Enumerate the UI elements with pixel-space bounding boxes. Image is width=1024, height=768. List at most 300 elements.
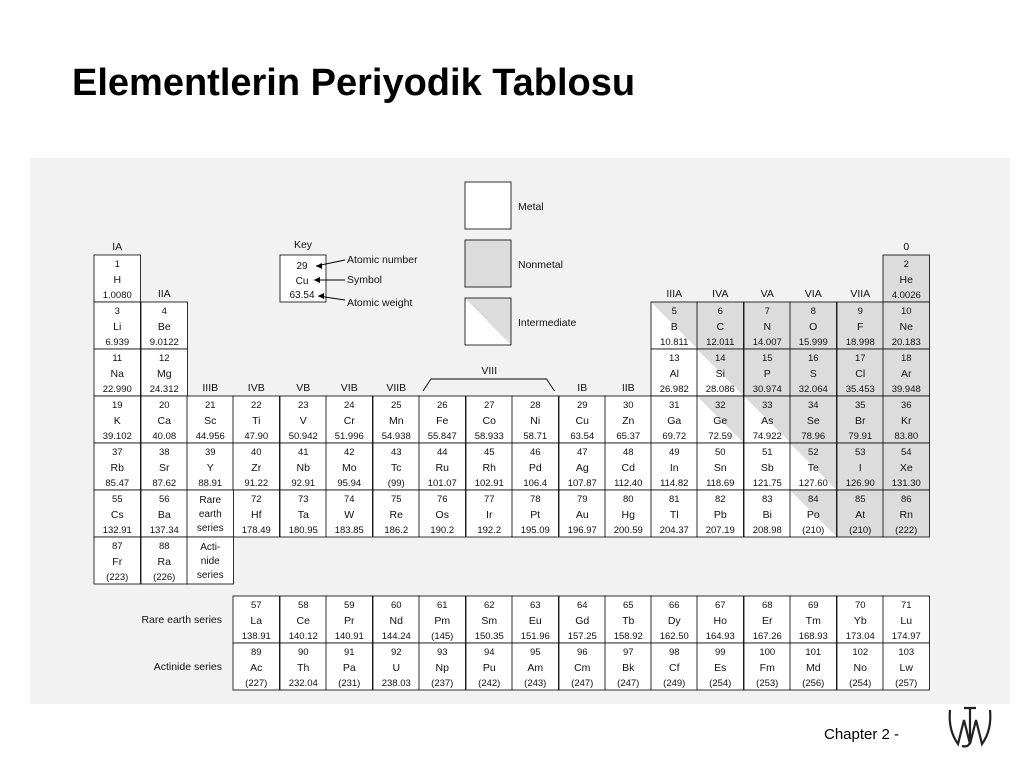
atomic-number: 85	[854, 494, 866, 505]
atomic-weight: 10.811	[660, 337, 689, 348]
element-symbol: Br	[855, 415, 866, 427]
chapter-footer: Chapter 2 -	[824, 726, 900, 743]
atomic-weight: 95.94	[337, 478, 362, 489]
atomic-number: 87	[111, 541, 123, 552]
element-symbol: Cd	[621, 462, 635, 474]
element-symbol: Ca	[157, 415, 171, 427]
legend-swatch	[465, 240, 511, 287]
series-cell-md	[790, 643, 837, 690]
element-symbol: Zn	[622, 415, 635, 427]
element-cell-ti	[233, 396, 280, 443]
rare-earth-placeholder	[187, 490, 234, 537]
element-symbol: Es	[714, 662, 727, 674]
atomic-weight: 157.25	[567, 631, 597, 642]
element-symbol: Dy	[667, 615, 681, 627]
atomic-weight: 87.62	[152, 478, 177, 489]
atomic-number: 57	[250, 600, 262, 611]
element-symbol: At	[855, 509, 866, 521]
series-cell-am	[512, 643, 559, 690]
group-label: 0	[903, 241, 910, 253]
legend-swatch	[465, 298, 511, 345]
element-symbol: Ga	[667, 415, 682, 427]
atomic-weight: 164.93	[705, 631, 735, 642]
series-caption: nide	[200, 556, 220, 567]
element-cell-pb	[697, 490, 744, 537]
element-cell-s	[790, 349, 837, 396]
element-cell-si	[697, 349, 744, 396]
atomic-number: 62	[483, 600, 495, 611]
atomic-weight: 150.35	[474, 631, 504, 642]
element-symbol: Fm	[759, 662, 775, 674]
series-cell-es	[697, 643, 744, 690]
atomic-weight: 121.75	[752, 478, 782, 489]
atomic-weight: 54.938	[381, 431, 411, 442]
series-cell-bk	[605, 643, 652, 690]
element-cell-tl	[651, 490, 698, 537]
atomic-weight: 4.0026	[891, 290, 921, 301]
atomic-number: 79	[576, 494, 588, 505]
atomic-weight: 88.91	[198, 478, 223, 489]
atomic-weight: 196.97	[567, 525, 597, 536]
atomic-number: 90	[297, 647, 309, 658]
element-cell-be	[141, 302, 188, 349]
atomic-weight: 192.2	[477, 525, 502, 536]
element-symbol: Am	[527, 662, 544, 674]
atomic-weight: 55.847	[427, 431, 457, 442]
element-cell-w	[326, 490, 373, 537]
element-symbol: Pt	[530, 509, 541, 521]
element-symbol: Tl	[669, 509, 679, 521]
atomic-weight: 106.4	[523, 478, 548, 489]
atomic-number: 71	[900, 600, 912, 611]
key-symbol-label: Symbol	[347, 274, 383, 286]
element-symbol: Lw	[899, 662, 913, 674]
atomic-number: 73	[297, 494, 309, 505]
element-cell-v	[280, 396, 327, 443]
atomic-weight: 158.92	[613, 631, 643, 642]
element-cell-ir	[466, 490, 513, 537]
atomic-number: 11	[112, 353, 123, 364]
element-cell-ta	[280, 490, 327, 537]
atomic-weight: 232.04	[288, 678, 318, 689]
element-symbol: Eu	[528, 615, 542, 627]
atomic-weight: 9.0122	[149, 337, 179, 348]
element-symbol: S	[809, 368, 817, 380]
element-symbol: Si	[715, 368, 725, 380]
element-cell-fe	[419, 396, 466, 443]
element-symbol: Kr	[901, 415, 912, 427]
element-symbol: Th	[297, 662, 310, 674]
element-cell-co	[466, 396, 513, 443]
element-symbol: Hf	[251, 509, 262, 521]
atomic-weight: 114.82	[660, 478, 689, 489]
element-symbol: Na	[110, 368, 124, 380]
atomic-number: 98	[668, 647, 680, 658]
atomic-weight: (210)	[849, 525, 872, 536]
element-symbol: Ti	[252, 415, 261, 427]
element-symbol: Cl	[855, 368, 866, 380]
atomic-number: 1	[114, 259, 120, 270]
atomic-weight: 151.96	[520, 631, 550, 642]
group-label: VB	[296, 382, 311, 394]
atomic-number: 13	[668, 353, 680, 364]
element-cell-cd	[605, 443, 652, 490]
atomic-weight: 162.50	[659, 631, 689, 642]
atomic-weight: 168.93	[798, 631, 828, 642]
element-symbol: Re	[389, 509, 403, 521]
atomic-weight: 22.990	[102, 384, 132, 395]
atomic-number: 94	[483, 647, 495, 658]
element-symbol: Sm	[481, 615, 498, 627]
atomic-number: 39	[204, 447, 216, 458]
atomic-number: 76	[436, 494, 448, 505]
legend-nonmetal	[465, 240, 563, 287]
atomic-weight: (254)	[709, 678, 732, 689]
atomic-number: 52	[807, 447, 819, 458]
legend-metal	[465, 182, 544, 229]
element-cell-hg	[605, 490, 652, 537]
element-symbol: I	[858, 462, 862, 474]
atomic-weight: 51.996	[334, 431, 364, 442]
atomic-weight: 24.312	[149, 384, 179, 395]
atomic-weight: (210)	[802, 525, 825, 536]
element-symbol: Er	[762, 615, 773, 627]
atomic-number: 50	[714, 447, 726, 458]
key-symbol: Cu	[295, 276, 309, 287]
atomic-weight: (249)	[663, 678, 686, 689]
atomic-number: 24	[343, 400, 355, 411]
atomic-number: 99	[714, 647, 726, 658]
atomic-weight: 39.948	[891, 384, 921, 395]
element-symbol: Po	[806, 509, 820, 521]
element-symbol: O	[809, 321, 818, 333]
atomic-number: 58	[297, 600, 309, 611]
element-cell-na	[94, 349, 141, 396]
atomic-number: 42	[343, 447, 355, 458]
atomic-number: 15	[761, 353, 773, 364]
element-symbol: Co	[482, 415, 496, 427]
element-cell-te	[790, 443, 837, 490]
atomic-number: 5	[671, 306, 677, 317]
atomic-weight: 35.453	[845, 384, 875, 395]
atomic-weight: (231)	[338, 678, 361, 689]
atomic-number: 9	[857, 306, 863, 317]
element-symbol: Ru	[435, 462, 449, 474]
element-symbol: Li	[113, 321, 122, 333]
series-cell-eu	[512, 596, 559, 643]
series-cell-pa	[326, 643, 373, 690]
element-symbol: Mg	[156, 368, 172, 380]
element-symbol: Pm	[434, 615, 451, 627]
atomic-number: 16	[807, 353, 819, 364]
atomic-weight: 131.30	[891, 478, 921, 489]
element-symbol: N	[763, 321, 772, 333]
atomic-weight: (254)	[849, 678, 872, 689]
atomic-number: 74	[343, 494, 355, 505]
atomic-weight: (247)	[617, 678, 640, 689]
atomic-weight: 58.933	[474, 431, 504, 442]
atomic-weight: 132.91	[102, 525, 132, 536]
atomic-number: 2	[903, 259, 909, 270]
series-cell-lw	[883, 643, 930, 690]
atomic-weight: 144.24	[381, 631, 411, 642]
element-cell-rn	[883, 490, 930, 537]
element-symbol: Nb	[296, 462, 310, 474]
element-symbol: As	[761, 415, 774, 427]
series-cell-th	[280, 643, 327, 690]
element-cell-al	[651, 349, 698, 396]
atomic-weight: 118.69	[706, 478, 735, 489]
element-symbol: Bk	[622, 662, 635, 674]
atomic-number: 80	[622, 494, 634, 505]
element-symbol: Ir	[486, 509, 493, 521]
element-symbol: Cm	[574, 662, 591, 674]
atomic-weight: 112.40	[614, 478, 643, 489]
periodic-table-figure	[30, 158, 1010, 704]
atomic-weight: 101.07	[427, 478, 457, 489]
atomic-number: 3	[114, 306, 120, 317]
element-symbol: Cs	[110, 509, 124, 521]
group-label: IIIB	[202, 382, 219, 394]
atomic-number: 103	[898, 647, 915, 658]
atomic-number: 30	[622, 400, 634, 411]
atomic-number: 102	[852, 647, 869, 658]
atomic-weight: 30.974	[752, 384, 782, 395]
atomic-weight: 74.922	[752, 431, 782, 442]
element-symbol: Sn	[713, 462, 727, 474]
element-symbol: Pa	[342, 662, 356, 674]
element-symbol: No	[853, 662, 867, 674]
element-symbol: Be	[157, 321, 171, 333]
element-symbol: Sr	[159, 462, 170, 474]
atomic-number: 27	[483, 400, 495, 411]
element-cell-at	[837, 490, 884, 537]
element-symbol: Ac	[250, 662, 263, 674]
element-symbol: Lu	[900, 615, 913, 627]
series-cell-ac	[233, 643, 280, 690]
legend-intermediate	[465, 298, 577, 345]
atomic-weight: 40.08	[152, 431, 177, 442]
element-symbol: Yb	[853, 615, 867, 627]
atomic-weight: 137.34	[149, 525, 179, 536]
atomic-number: 32	[714, 400, 726, 411]
atomic-number: 7	[764, 306, 770, 317]
element-symbol: Tm	[805, 615, 821, 627]
element-cell-ne	[883, 302, 930, 349]
atomic-number: 65	[622, 600, 634, 611]
atomic-weight: 204.37	[659, 525, 689, 536]
key-box	[280, 239, 418, 309]
element-symbol: K	[113, 415, 121, 427]
atomic-number: 83	[761, 494, 773, 505]
series-cell-sm	[466, 596, 513, 643]
atomic-number: 40	[250, 447, 262, 458]
key-weight: 63.54	[289, 290, 315, 301]
actinide-placeholder	[187, 537, 234, 584]
atomic-weight: 102.91	[474, 478, 504, 489]
atomic-number: 77	[483, 494, 495, 505]
atomic-weight: 18.998	[845, 337, 875, 348]
element-cell-b	[651, 302, 698, 349]
atomic-number: 66	[668, 600, 680, 611]
element-symbol: Md	[805, 662, 821, 674]
series-cell-ce	[280, 596, 327, 643]
atomic-number: 55	[111, 494, 123, 505]
element-cell-zn	[605, 396, 652, 443]
series-cell-yb	[837, 596, 884, 643]
series-label: Rare earth series	[141, 614, 222, 626]
atomic-weight: 195.09	[520, 525, 550, 536]
series-cell-fm	[744, 643, 791, 690]
atomic-number: 60	[390, 600, 402, 611]
atomic-number: 28	[529, 400, 541, 411]
atomic-weight: 14.007	[752, 337, 782, 348]
element-symbol: Y	[206, 462, 214, 474]
series-caption: series	[196, 523, 224, 534]
element-symbol: Bi	[762, 509, 772, 521]
series-cell-lu	[883, 596, 930, 643]
series-cell-tm	[790, 596, 837, 643]
group-label: VIB	[340, 382, 358, 394]
element-symbol: Ta	[297, 509, 309, 521]
element-cell-in	[651, 443, 698, 490]
atomic-number: 78	[529, 494, 541, 505]
element-symbol: Ba	[157, 509, 171, 521]
element-symbol: Ho	[713, 615, 727, 627]
atomic-weight: 91.22	[244, 478, 269, 489]
atomic-weight: 50.942	[288, 431, 318, 442]
series-cell-pm	[419, 596, 466, 643]
element-cell-n	[744, 302, 791, 349]
atomic-weight: 238.03	[381, 678, 411, 689]
atomic-weight: 6.939	[105, 337, 130, 348]
atomic-number: 46	[529, 447, 541, 458]
element-cell-ag	[559, 443, 606, 490]
element-symbol: Nd	[389, 615, 403, 627]
element-cell-mg	[141, 349, 188, 396]
atomic-weight: 140.91	[334, 631, 364, 642]
atomic-number: 41	[297, 447, 309, 458]
element-cell-ar	[883, 349, 930, 396]
element-symbol: Ra	[157, 556, 171, 568]
atomic-weight: 28.086	[705, 384, 735, 395]
group-label: VIA	[804, 288, 822, 300]
atomic-number: 64	[576, 600, 588, 611]
element-symbol: La	[250, 615, 263, 627]
element-symbol: Ne	[899, 321, 913, 333]
element-symbol: P	[763, 368, 771, 380]
atomic-number: 44	[436, 447, 448, 458]
atomic-number: 72	[250, 494, 262, 505]
atomic-number: 61	[436, 600, 448, 611]
series-caption: Rare	[199, 495, 222, 506]
atomic-weight: 69.72	[662, 431, 687, 442]
atomic-weight: 58.71	[523, 431, 548, 442]
atomic-weight: 183.85	[334, 525, 364, 536]
atomic-number: 81	[668, 494, 680, 505]
atomic-number: 17	[854, 353, 866, 364]
element-symbol: Cr	[343, 415, 355, 427]
element-cell-pd	[512, 443, 559, 490]
element-symbol: Se	[806, 415, 820, 427]
element-cell-ga	[651, 396, 698, 443]
element-cell-re	[373, 490, 420, 537]
atomic-number: 96	[576, 647, 588, 658]
element-cell-ca	[141, 396, 188, 443]
legend-label: Intermediate	[518, 317, 577, 329]
atomic-weight: 186.2	[384, 525, 409, 536]
element-cell-ra	[141, 537, 188, 584]
series-cell-np	[419, 643, 466, 690]
element-cell-se	[790, 396, 837, 443]
atomic-number: 48	[622, 447, 634, 458]
key-atomic-number-label: Atomic number	[347, 254, 418, 266]
atomic-weight: 174.97	[891, 631, 921, 642]
element-symbol: U	[392, 662, 401, 674]
element-cell-ge	[697, 396, 744, 443]
element-cell-os	[419, 490, 466, 537]
element-symbol: Rh	[482, 462, 496, 474]
atomic-weight: 126.90	[845, 478, 875, 489]
viii-bracket	[423, 379, 555, 391]
atomic-number: 29	[576, 400, 588, 411]
element-symbol: Fr	[112, 556, 123, 568]
series-cell-tb	[605, 596, 652, 643]
element-cell-br	[837, 396, 884, 443]
element-symbol: C	[716, 321, 725, 333]
atomic-number: 45	[483, 447, 495, 458]
atomic-weight: 15.999	[798, 337, 828, 348]
atomic-number: 101	[805, 647, 822, 658]
element-cell-tc	[373, 443, 420, 490]
element-symbol: Tc	[391, 462, 402, 474]
atomic-weight: (226)	[153, 572, 176, 583]
atomic-weight: 26.982	[659, 384, 689, 395]
series-cell-pr	[326, 596, 373, 643]
group-label: IIIA	[666, 288, 683, 300]
atomic-weight: 140.12	[288, 631, 318, 642]
element-symbol: Ni	[530, 415, 541, 427]
atomic-number: 68	[761, 600, 773, 611]
element-symbol: Te	[807, 462, 819, 474]
atomic-number: 88	[158, 541, 170, 552]
element-symbol: H	[113, 274, 122, 286]
atomic-number: 31	[668, 400, 680, 411]
element-cell-y	[187, 443, 234, 490]
atomic-weight: 32.064	[798, 384, 828, 395]
group-label-viii: VIII	[481, 365, 498, 377]
atomic-weight: 207.19	[705, 525, 735, 536]
group-label: IVA	[712, 288, 729, 300]
element-cell-i	[837, 443, 884, 490]
series-caption: series	[196, 570, 224, 581]
atomic-weight: (257)	[895, 678, 918, 689]
element-cell-ru	[419, 443, 466, 490]
element-cell-xe	[883, 443, 930, 490]
atomic-weight: 47.90	[244, 431, 269, 442]
element-symbol: Ce	[296, 615, 310, 627]
group-label: IB	[577, 382, 588, 394]
element-symbol: Rb	[110, 462, 124, 474]
element-cell-bi	[744, 490, 791, 537]
atomic-weight: (145)	[431, 631, 454, 642]
element-symbol: V	[299, 415, 307, 427]
atomic-number: 25	[390, 400, 402, 411]
element-cell-as	[744, 396, 791, 443]
series-cell-pu	[466, 643, 513, 690]
element-cell-sr	[141, 443, 188, 490]
series-cell-ho	[697, 596, 744, 643]
